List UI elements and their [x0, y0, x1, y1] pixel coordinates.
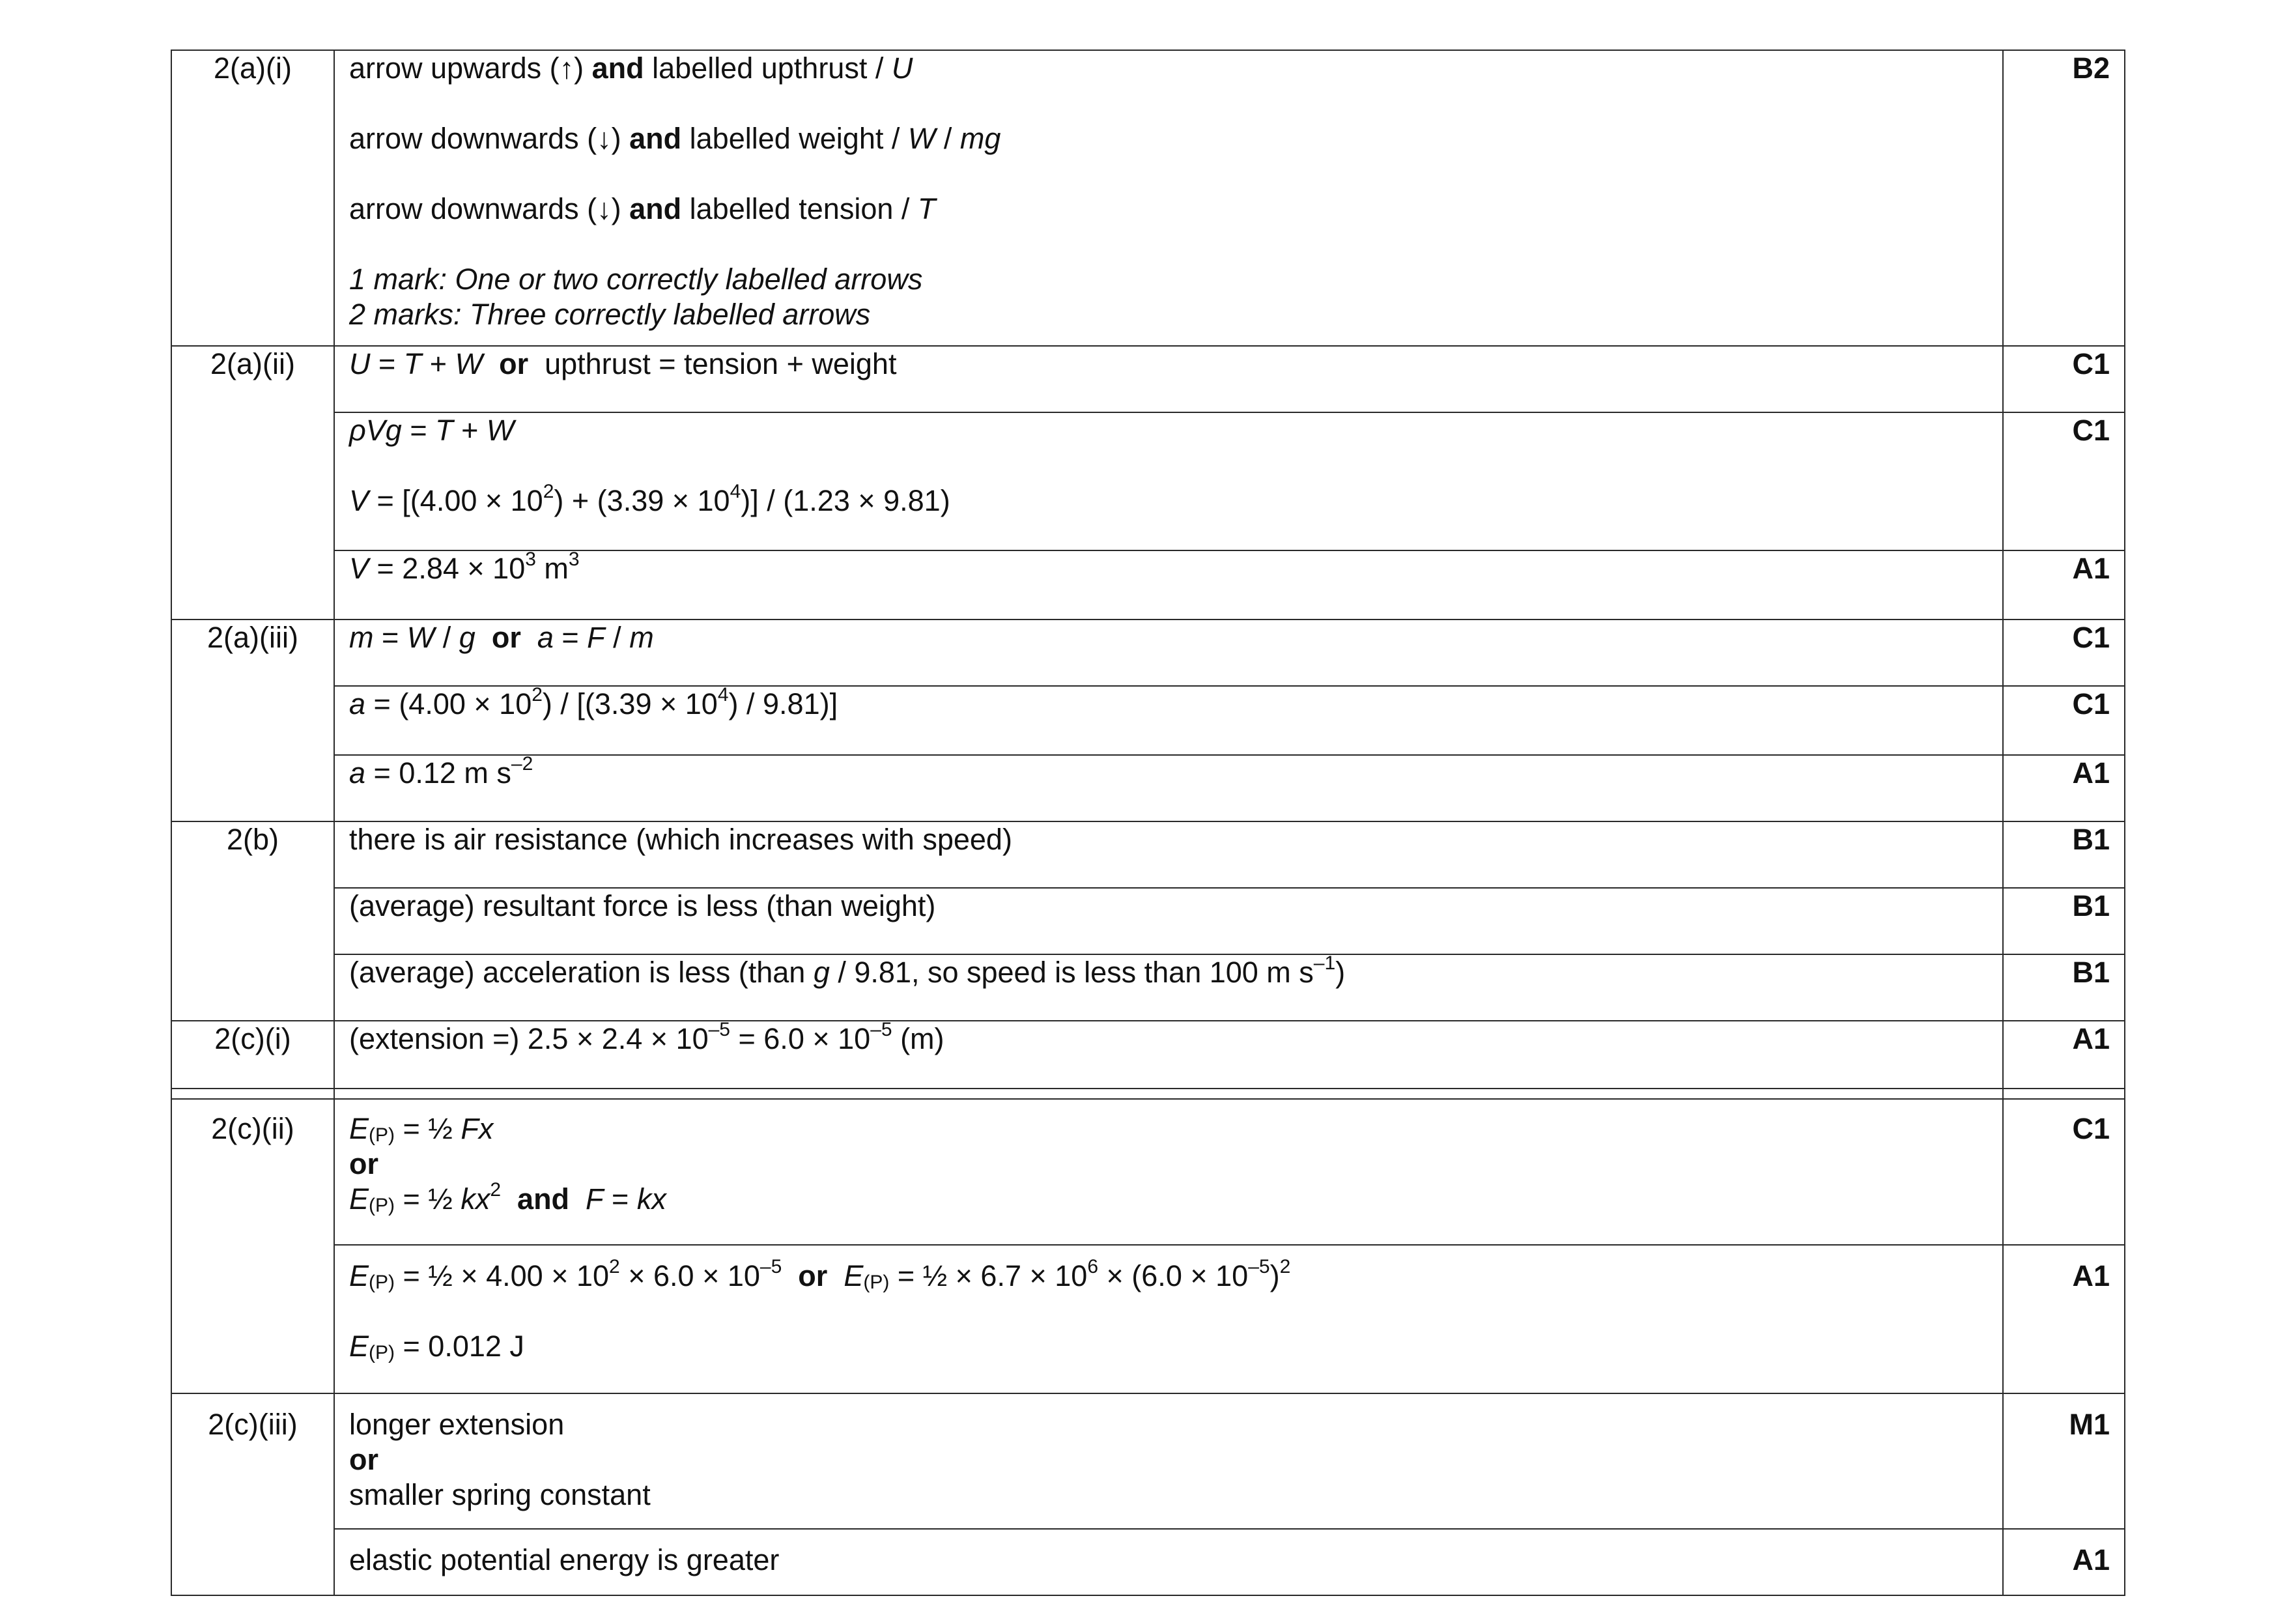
mark-cell: C1 — [2003, 412, 2125, 550]
answer-line: arrow upwards (↑) and labelled upthrust / U — [349, 51, 913, 85]
table-row — [171, 620, 2125, 686]
answer-cell: longer extension or smaller spring constant — [334, 1393, 2003, 1529]
answer-cell: $E_{(P)}$ = ½ × $4.00 \times 10^2 \times 6.0 \times 10^{-5}$ or $E_{(P)}$ = ½ × $6.7 \times 10^6 \times (6.0 \times 10^{-5})^2$ $E_{(P)} = 0.012$ J — [334, 1245, 2003, 1393]
question-number: 2(c)(i) — [171, 1021, 334, 1089]
mark-cell: M1 — [2003, 1393, 2125, 1529]
question-number: 2(a)(ii) — [171, 346, 334, 620]
table-row — [171, 1245, 2125, 1393]
mark-cell: B1 — [2003, 888, 2125, 954]
answer-cell: ρVg = T + W $V = [(4.00 \times 10^2) + (3.39 \times 10^4)] / (1.23 \times 9.81)$ — [334, 412, 2003, 550]
answer-cell: m = W / g or a = F / m — [334, 620, 2003, 686]
answer-cell: there is air resistance (which increases with speed) — [334, 821, 2003, 888]
answer-line: arrow downwards (↓) and labelled tension / T — [349, 192, 936, 225]
table-row — [171, 686, 2125, 755]
answer-cell: a = 0.12 m $s^{-2}$ — [334, 755, 2003, 821]
question-number: 2(a)(iii) — [171, 620, 334, 821]
marking-guidance: 2 marks: Three correctly labelled arrows — [349, 298, 871, 331]
answer-cell: $a = (4.00 \times 10^2) / [(3.39 \times 10^4) / 9.81)$] — [334, 686, 2003, 755]
question-number: 2(c)(iii) — [171, 1393, 334, 1595]
question-number: 2(b) — [171, 821, 334, 1021]
table-row — [171, 1393, 2125, 1529]
table-row — [171, 1529, 2125, 1595]
answer-cell: (average) resultant force is less (than weight) — [334, 888, 2003, 954]
table-row — [171, 1099, 2125, 1245]
table-row — [171, 888, 2125, 954]
mark-cell: A1 — [2003, 755, 2125, 821]
question-number: 2(a)(i) — [171, 50, 334, 346]
table-row — [171, 346, 2125, 412]
answer-cell: $E_{(P)}$ = ½ Fx or $E_{(P)}$ = ½ $kx^2$ and F = kx — [334, 1099, 2003, 1245]
table-row — [171, 412, 2125, 550]
table-row — [171, 1021, 2125, 1089]
mark-cell: A1 — [2003, 1021, 2125, 1089]
mark-cell: B1 — [2003, 954, 2125, 1021]
marking-guidance: 1 mark: One or two correctly labelled arrows — [349, 263, 923, 296]
table-separator — [171, 1089, 2125, 1099]
question-number: 2(c)(ii) — [171, 1099, 334, 1393]
mark-cell: A1 — [2003, 550, 2125, 620]
table-row — [171, 50, 2125, 346]
answer-cell: $V = 2.84 \times 10^3$ $m^3$ — [334, 550, 2003, 620]
table-row — [171, 954, 2125, 1021]
mark-cell: C1 — [2003, 1099, 2125, 1245]
mark-cell: C1 — [2003, 346, 2125, 412]
table-row — [171, 821, 2125, 888]
answer-cell: (average) acceleration is less (than g / 9.81, so speed is less than 100 m $s^{-1}$) — [334, 954, 2003, 1021]
mark-cell: B2 — [2003, 50, 2125, 346]
mark-cell: C1 — [2003, 620, 2125, 686]
mark-cell: B1 — [2003, 821, 2125, 888]
answer-cell: (extension =) $2.5 \times 2.4 \times 10^{-5} = 6.0 \times 10^{-5}$ (m) — [334, 1021, 2003, 1089]
mark-cell: C1 — [2003, 686, 2125, 755]
mark-scheme-table — [171, 50, 2125, 1596]
answer-cell: U = T + W or upthrust = tension + weight — [334, 346, 2003, 412]
mark-cell: A1 — [2003, 1245, 2125, 1393]
answer-cell — [334, 50, 2003, 346]
table-row — [171, 755, 2125, 821]
mark-cell: A1 — [2003, 1529, 2125, 1595]
answer-line: arrow downwards (↓) and labelled weight / W / mg — [349, 122, 1001, 155]
table-row — [171, 550, 2125, 620]
answer-cell: elastic potential energy is greater — [334, 1529, 2003, 1595]
